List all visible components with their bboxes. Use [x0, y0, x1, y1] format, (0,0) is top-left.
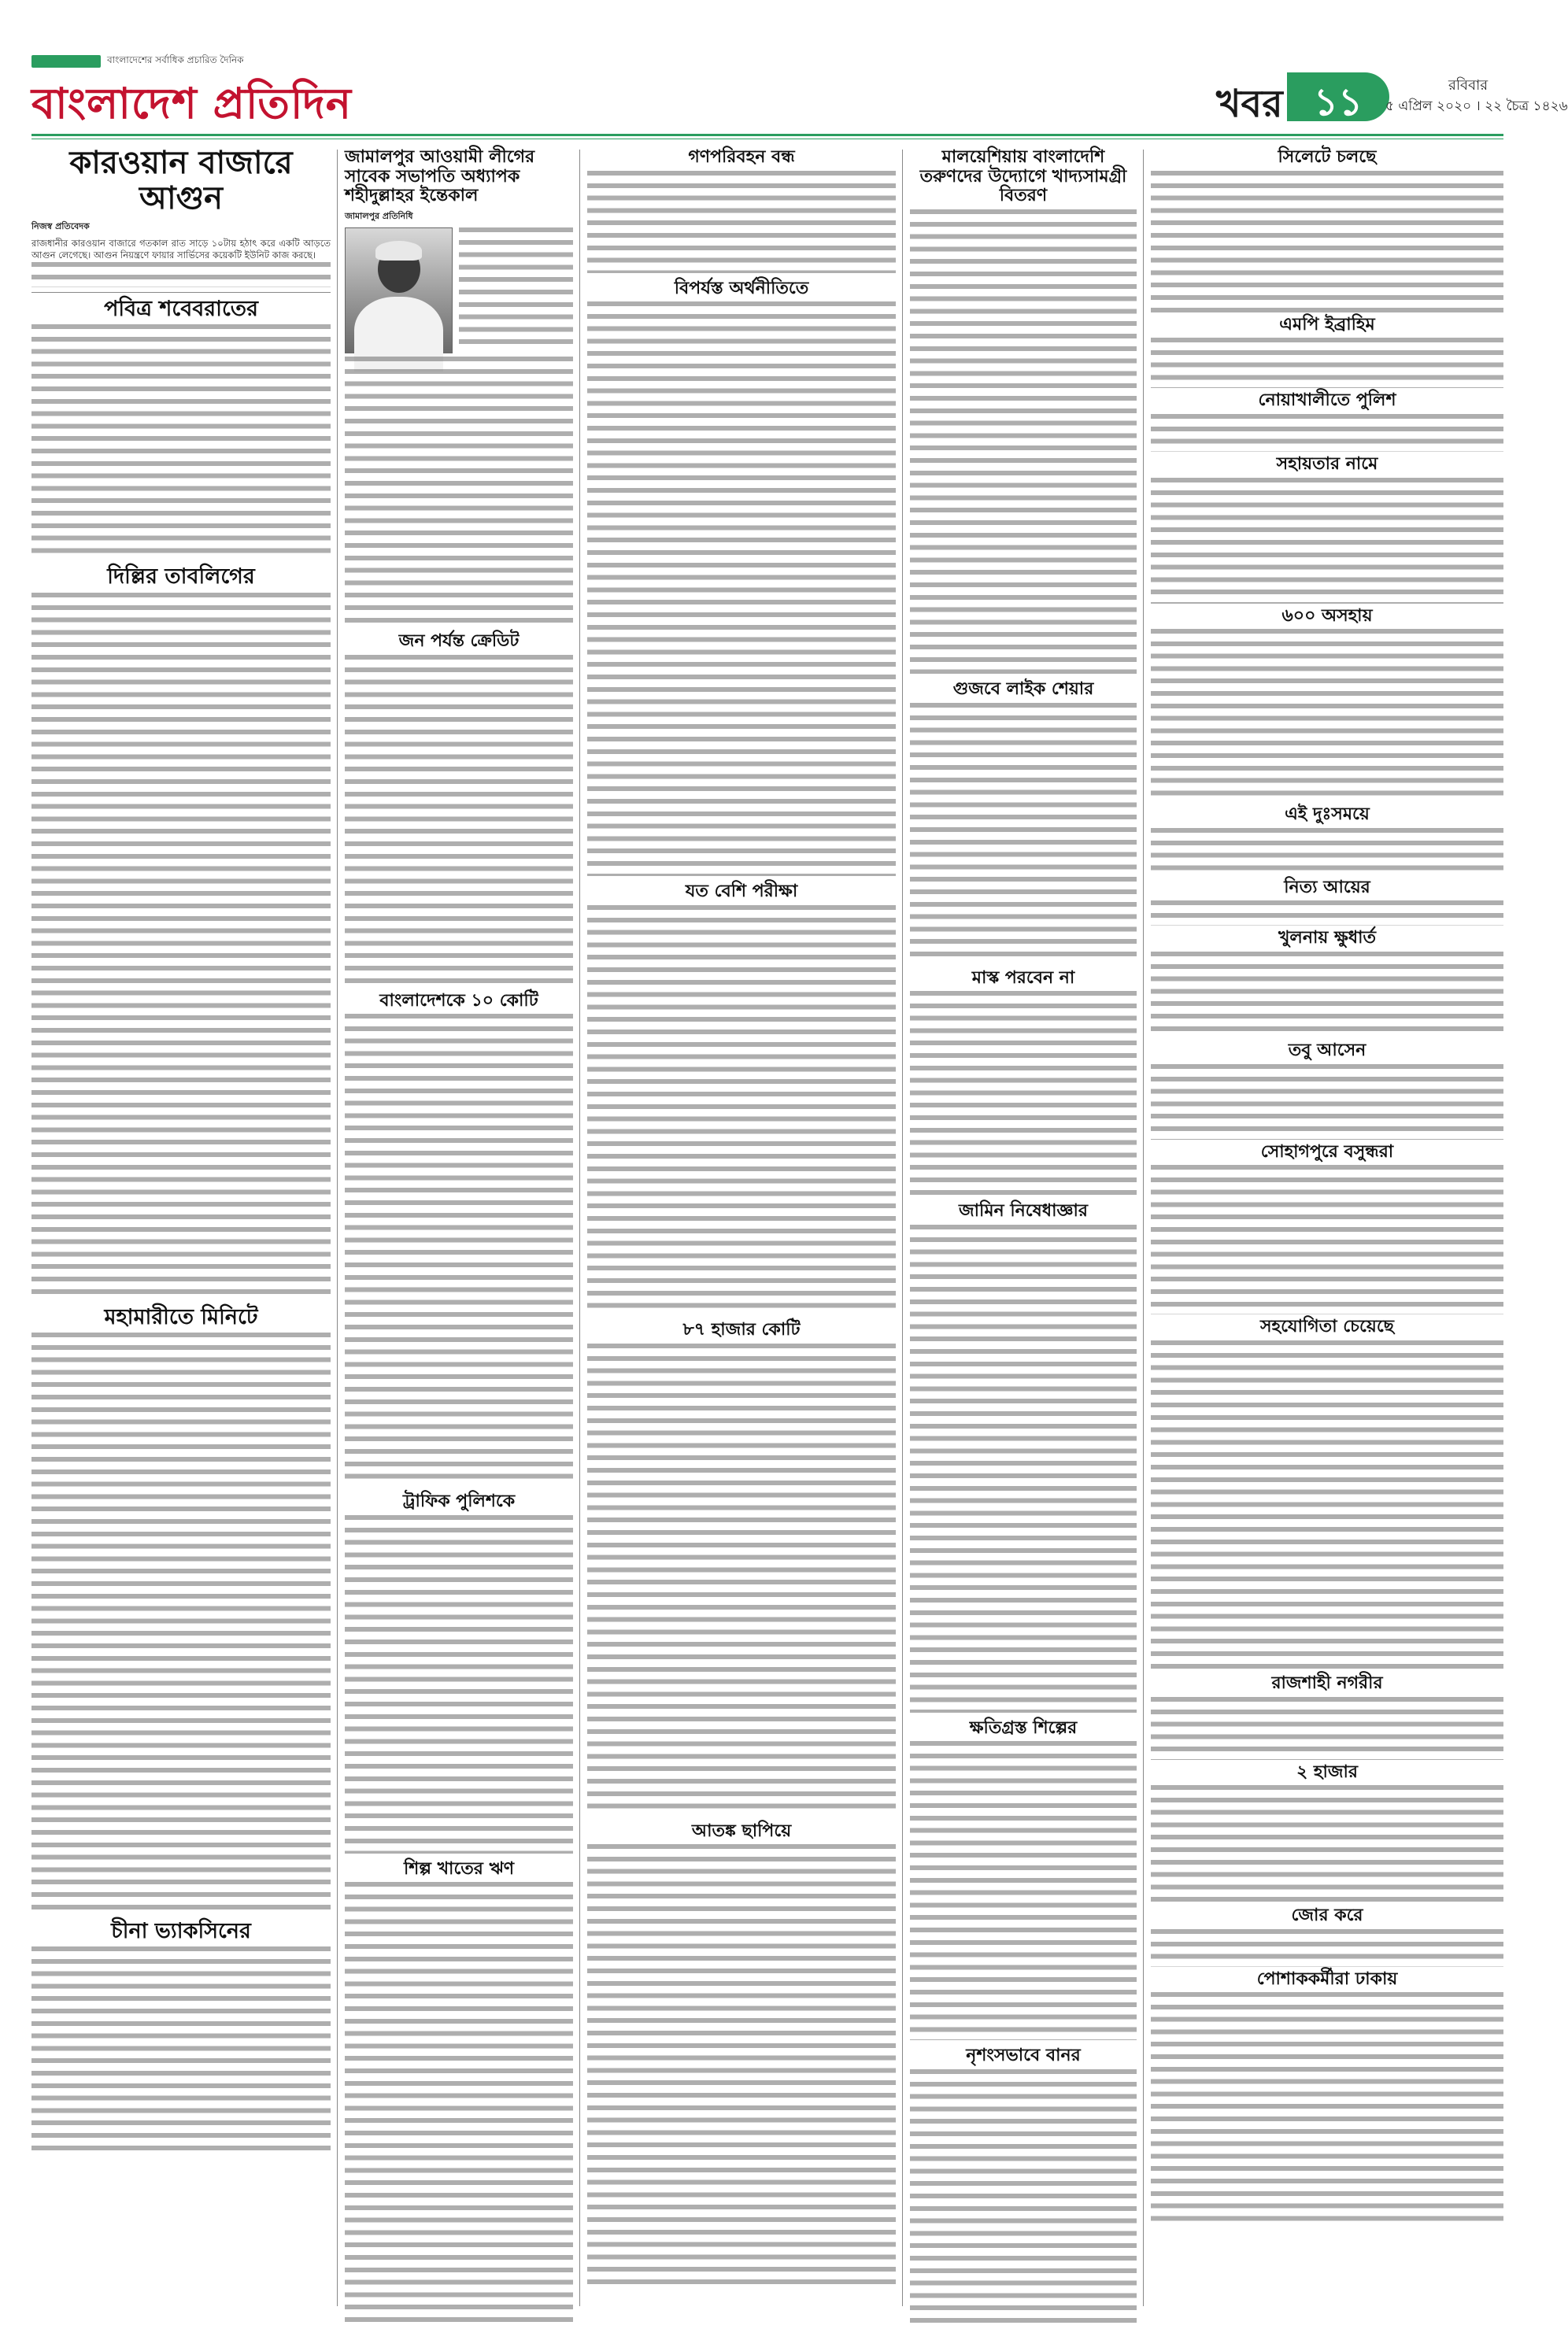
article-body [587, 1844, 896, 2285]
article-body [587, 171, 896, 273]
article-body [31, 593, 331, 1301]
article-headline: পোশাককর্মীরা ঢাকায় [1256, 1969, 1398, 1989]
article-body [587, 905, 896, 1314]
brand-tagline: বাংলাদেশের সর্বাধিক প্রচারিত দৈনিক [107, 54, 244, 65]
article-body [1151, 900, 1503, 926]
article-body [1151, 171, 1503, 312]
lead-headline: কারওয়ান বাজারে আগুন [69, 145, 293, 216]
article-headline: বাংলাদেশকে ১০ কোটি [379, 990, 538, 1011]
column-5 [1151, 148, 1503, 2312]
article-headline: যত বেশি পরীক্ষা [685, 882, 798, 902]
article-body [910, 1225, 1137, 1713]
column-3 [587, 148, 896, 2312]
article-body [1151, 1785, 1503, 1903]
article-headline: এই দুঃসময়ে [1285, 804, 1370, 825]
article-headline: এমপি ইব্রাহিম [1279, 314, 1375, 335]
article-headline: ক্ষতিগ্রস্ত শিল্পের [969, 1717, 1078, 1738]
article-body [1151, 338, 1503, 388]
article-body [910, 2069, 1137, 2329]
article-headline: সিলেটে চলছে [1278, 147, 1377, 167]
article-headline: মহামারীতে মিনিটে [104, 1304, 258, 1329]
article-headline: সোহাগপুরে বসুন্ধরা [1260, 1141, 1394, 1162]
article-headline: জন পর্যন্ত ক্রেডিট [398, 630, 520, 651]
issue-date: ৫ এপ্রিল ২০২০ । ২২ চৈত্র ১৪২৬ [1385, 98, 1568, 114]
article-body [1151, 1929, 1503, 1967]
article-body [1151, 1992, 1503, 2228]
column-2 [345, 148, 573, 2312]
article-headline: ৮৭ হাজার কোটি [682, 1319, 801, 1340]
article-body [345, 1515, 573, 1854]
article-headline: জোর করে [1291, 1906, 1363, 1926]
article-headline: ট্রাফিক পুলিশকে [402, 1492, 516, 1512]
article-body [345, 1882, 573, 2323]
brand-tag-bar [31, 55, 101, 68]
article-body [31, 324, 331, 560]
article-divider [31, 292, 331, 293]
article-headline: নৃশংসভাবে বানর [966, 2046, 1081, 2066]
article-body [587, 1344, 896, 1816]
portrait-photo [345, 227, 453, 353]
article-headline: সহায়তার নামে [1276, 453, 1378, 474]
article-body [31, 262, 331, 287]
page-number: ১১ [1313, 80, 1363, 124]
article-headline: গুজবে লাইক শেয়ার [952, 678, 1094, 699]
masthead [31, 54, 1568, 130]
article-body [345, 655, 573, 985]
article-body [345, 1014, 573, 1486]
article-headline: দিল্লির তাবলিগের [107, 564, 255, 590]
article-body [910, 703, 1137, 963]
article-body [1151, 1165, 1503, 1314]
article-headline: মালয়েশিয়ায় বাংলাদেশি তরুণদের উদ্যোগে খাদ্যসামগ্রী বিতরণ [919, 147, 1127, 206]
article-headline: ৬০০ অসহায় [1281, 605, 1373, 626]
article-headline: বিপর্যস্ত অর্থনীতিতে [674, 278, 809, 298]
column-divider [337, 150, 338, 2306]
article-headline: খুলনায় ক্ষুধার্ত [1278, 928, 1376, 948]
article-body [459, 227, 573, 352]
column-divider [1143, 150, 1144, 2306]
issue-day: রবিবার [1448, 77, 1488, 94]
article-body [1151, 1697, 1503, 1760]
article-headline: গণপরিবহন বন্ধ [688, 147, 795, 167]
article-headline: আতঙ্ক ছাপিয়ে [691, 1821, 792, 1841]
page-number-badge [1287, 72, 1389, 124]
article-body [587, 301, 896, 876]
article-headline: রাজশাহী নগরীর [1271, 1673, 1383, 1693]
article-headline: মাস্ক পরবেন না [971, 967, 1075, 988]
article-body [1151, 478, 1503, 604]
article-body [1151, 1064, 1503, 1140]
article-body [910, 1741, 1137, 2040]
article-body [345, 357, 573, 624]
article-headline: জামিন নিষেধাজ্ঞার [958, 1201, 1088, 1222]
article-headline: সহযোগিতা চেয়েছে [1259, 1317, 1394, 1337]
article-headline: জামালপুর আওয়ামী লীগের সাবেক সভাপতি অধ্যাপক শহীদুল্লাহর ইন্তেকাল [345, 147, 535, 206]
masthead-rule [31, 134, 1503, 136]
article-body [1151, 414, 1503, 452]
article-headline: নিত্য আয়ের [1284, 877, 1370, 897]
column-divider [579, 150, 580, 2306]
article-body [1151, 1340, 1503, 1671]
article-body [910, 209, 1137, 674]
article-headline: ২ হাজার [1296, 1762, 1359, 1782]
article-headline: শিল্প খাতের ঋণ [403, 1858, 515, 1879]
article-byline: জামালপুর প্রতিনিধি [345, 210, 413, 221]
article-body [31, 1333, 331, 1915]
lead-byline: নিজস্ব প্রতিবেদক [31, 220, 90, 231]
article-headline: পবিত্র শবেবরাতের [104, 297, 258, 322]
newspaper-logo: বাংলাদেশ প্রতিদিন [31, 79, 352, 128]
column-divider [902, 150, 903, 2306]
article-headline: নোয়াখালীতে পুলিশ [1258, 390, 1396, 411]
column-1 [31, 146, 331, 2310]
section-title: খবর [1216, 82, 1283, 126]
lead-text: রাজধানীর কারওয়ান বাজারে গতকাল রাত সাড়ে ১০টায় হঠাৎ করে একটি আড়তে আগুন লেগেছে। আগুন নিয়ন্ত্রণে ফায়ার সার্ভিসের কয়েকটি ইউনিট কাজ করছে। [31, 237, 331, 261]
article-headline: তবু আসেন [1288, 1041, 1366, 1060]
column-4 [910, 148, 1137, 2312]
article-body [1151, 952, 1503, 1038]
article-body [910, 991, 1137, 1196]
article-body [1151, 629, 1503, 802]
article-body [31, 1946, 331, 2151]
article-headline: চীনা ভ্যাকসিনের [111, 1918, 251, 1943]
article-body [1151, 828, 1503, 875]
